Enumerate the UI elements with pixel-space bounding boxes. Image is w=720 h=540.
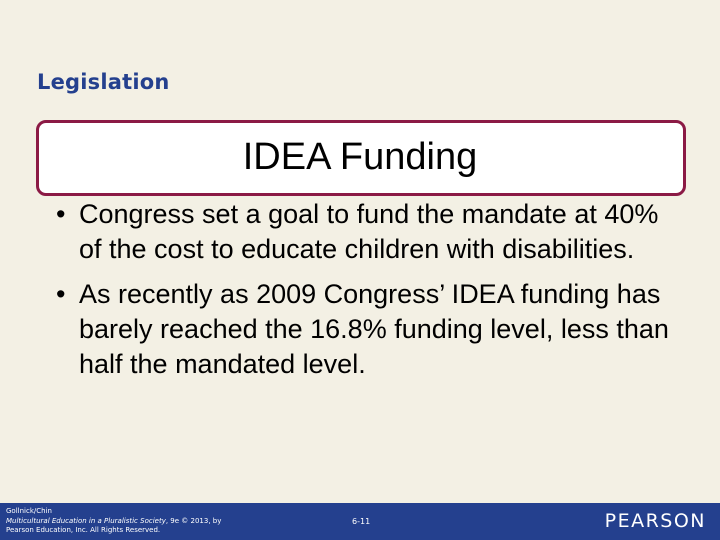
section-label: Legislation xyxy=(37,70,170,94)
bullet-text: Congress set a goal to fund the mandate at 40% of the cost to educate children with disabilities. xyxy=(79,199,659,264)
bullet-dot: • xyxy=(56,279,66,309)
bullet-item xyxy=(56,277,676,382)
pearson-logo: PEARSON xyxy=(604,510,706,532)
footer-bar xyxy=(0,503,720,540)
bullet-item xyxy=(56,197,676,267)
footer-book-title: Multicultural Education in a Pluralistic Society xyxy=(6,516,166,525)
footer-page-number: 6-11 xyxy=(352,517,371,526)
footer-edition: , 9e © 2013, by xyxy=(165,516,222,525)
footer-book-line xyxy=(6,517,221,527)
footer-publisher: Pearson Education, Inc. All Rights Reserved. xyxy=(6,526,161,534)
bullet-list xyxy=(56,197,676,392)
footer-citation xyxy=(6,507,221,536)
bullet-text: As recently as 2009 Congress’ IDEA funding has barely reached the 16.8% funding level, less than half the mandated level. xyxy=(79,279,669,379)
bullet-dot: • xyxy=(56,199,66,229)
footer-authors: Gollnick/Chin xyxy=(6,507,52,515)
slide-title: IDEA Funding xyxy=(242,136,478,178)
